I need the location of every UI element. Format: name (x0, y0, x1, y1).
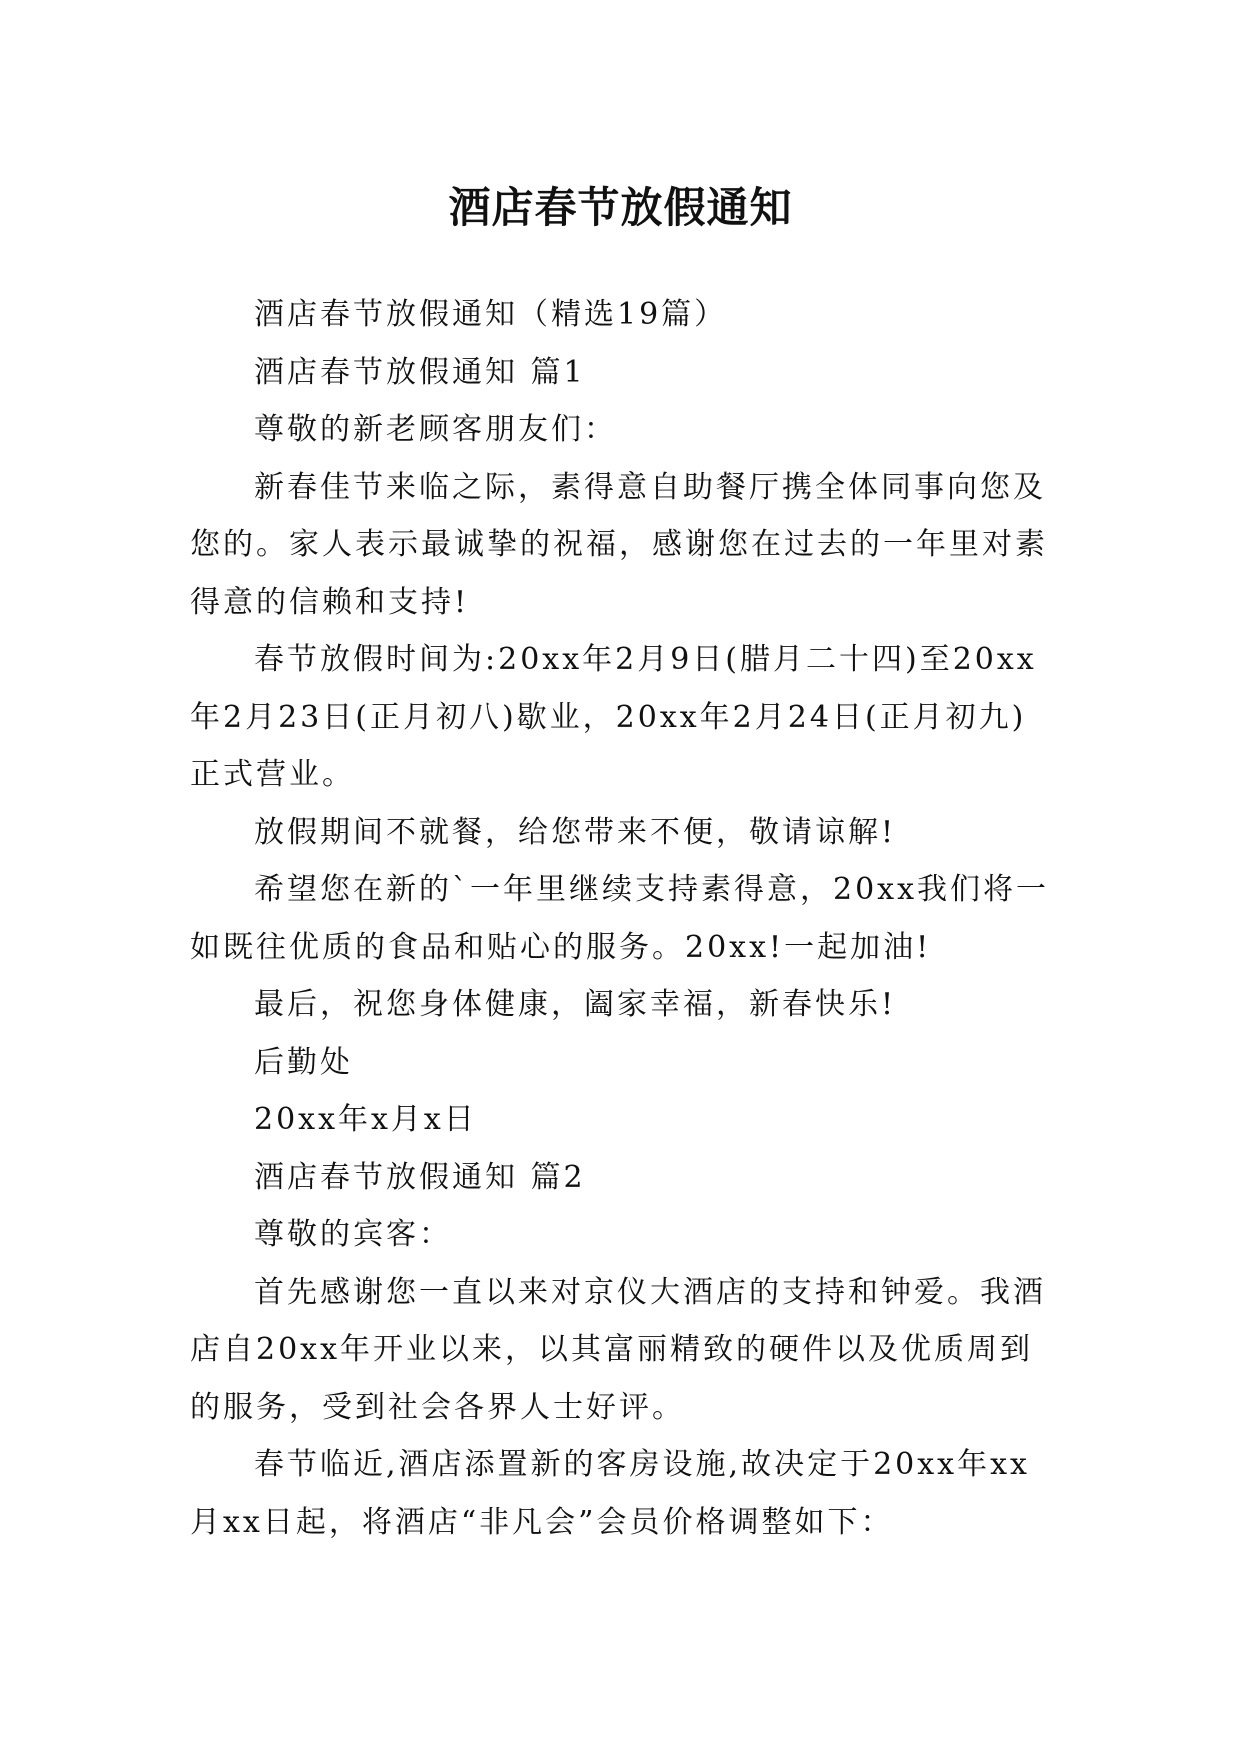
paragraph-closing-wishes: 最后，祝您身体健康，阖家幸福，新春快乐! (254, 987, 897, 1022)
paragraph-date: 20xx年x月x日 (254, 1102, 477, 1137)
paragraph-thanks: 首先感谢您一直以来对京仪大酒店的支持和钟爱。我酒店自20xx年开业以来，以其富丽精致的硬件以及优质周到的服务，受到社会各界人士好评。 (190, 1274, 1046, 1425)
document-title: 酒店春节放假通知 (448, 183, 793, 233)
paragraph-section-2-heading: 酒店春节放假通知 篇2 (254, 1159, 586, 1195)
document-body (190, 286, 1050, 1551)
paragraph-salutation-2: 尊敬的宾客： (254, 1217, 452, 1252)
paragraph-hope: 希望您在新的`一年里继续支持素得意，20xx我们将一如既往优质的食品和贴心的服务。20xx!一起加油! (190, 872, 1050, 965)
paragraph-holiday-schedule: 春节放假时间为:20xx年2月9日(腊月二十四)至20xx年2月23日(正月初八)歇业，20xx年2月24日(正月初九)正式营业。 (190, 642, 1037, 792)
paragraph-salutation-1: 尊敬的新老顾客朋友们： (254, 412, 617, 447)
paragraph-price-adjustment: 春节临近,酒店添置新的客房设施,故决定于20xx年xx月xx日起，将酒店“非凡会”会员价格调整如下： (190, 1447, 1030, 1540)
paragraph-greeting: 新春佳节来临之际，素得意自助餐厅携全体同事向您及您的。家人表示最诚挚的祝福，感谢您在过去的一年里对素得意的信赖和支持! (190, 469, 1048, 620)
paragraph-signature: 后勤处 (254, 1044, 353, 1080)
paragraph-collection-heading: 酒店春节放假通知（精选19篇） (254, 297, 728, 332)
paragraph-section-1-heading: 酒店春节放假通知 篇1 (254, 354, 586, 390)
paragraph-apology: 放假期间不就餐，给您带来不便，敬请谅解! (254, 814, 897, 850)
